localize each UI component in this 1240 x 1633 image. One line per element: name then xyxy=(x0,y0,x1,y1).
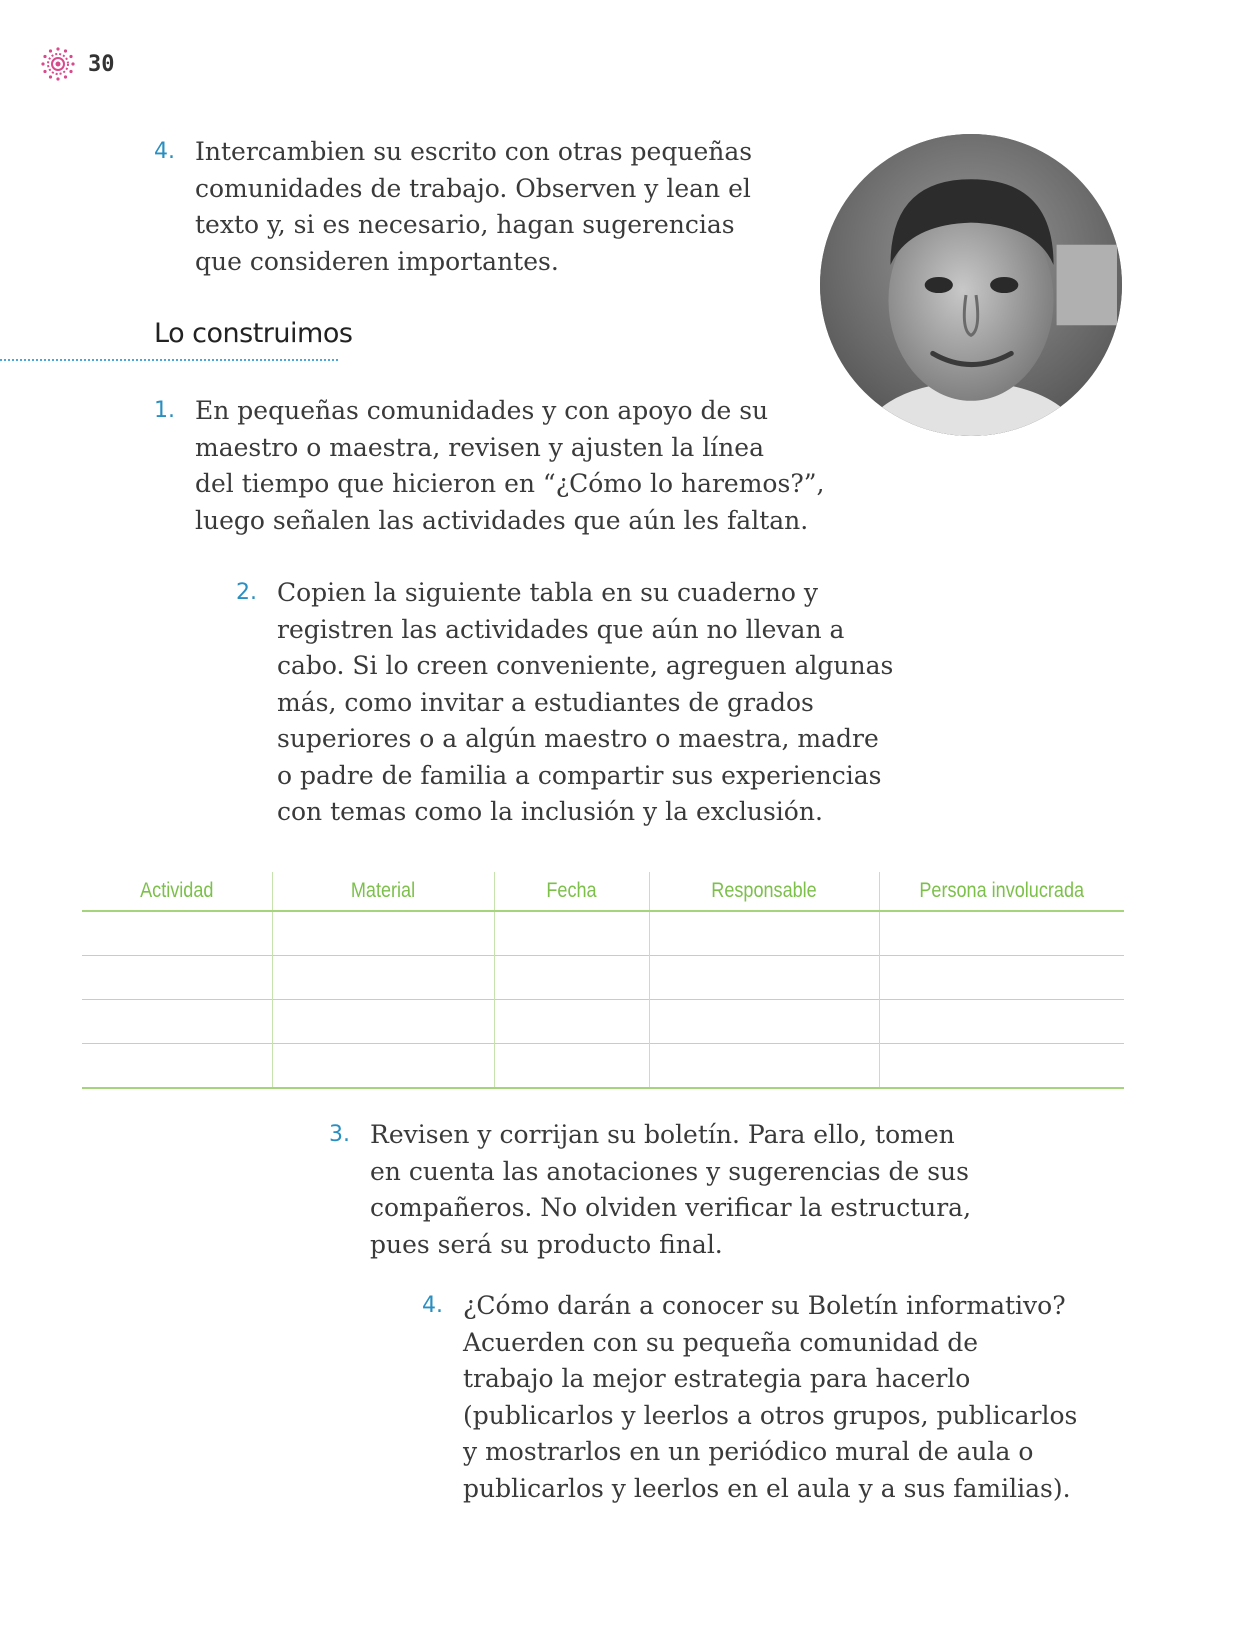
table-cell xyxy=(879,1000,1124,1044)
table-cell xyxy=(649,1044,879,1089)
column-header-responsable: Responsable xyxy=(665,872,863,911)
text-line: del tiempo que hicieron en “¿Cómo lo haremos?”, xyxy=(195,469,825,498)
section-divider xyxy=(0,359,338,361)
text-line: trabajo la mejor estrategia para hacerlo xyxy=(463,1364,971,1393)
item-number: 2. xyxy=(236,580,257,605)
table-cell xyxy=(494,911,649,956)
item-number: 4. xyxy=(154,139,175,164)
table-cell xyxy=(494,1044,649,1089)
list-item-4 xyxy=(422,1288,1077,1507)
table-cell xyxy=(82,956,272,1000)
text-line: luego señalen las actividades que aún les faltan. xyxy=(195,505,809,535)
text-line: y mostrarlos en un periódico mural de aula o xyxy=(463,1437,1034,1466)
table-cell xyxy=(82,911,272,956)
table-row xyxy=(82,1000,1124,1044)
table-cell xyxy=(879,911,1124,956)
page-header xyxy=(40,44,115,84)
table-cell xyxy=(494,1000,649,1044)
text-line: en cuenta las anotaciones y sugerencias de sus xyxy=(370,1156,969,1186)
table-cell xyxy=(649,1000,879,1044)
table-row xyxy=(82,956,1124,1000)
column-header-persona-involucrada: Persona involucrada xyxy=(896,872,1107,911)
portrait-illustration xyxy=(820,134,1122,436)
text-line: Intercambien su escrito con otras pequeñas xyxy=(195,137,753,166)
text-line: cabo. Si lo creen conveniente, agreguen algunas xyxy=(277,651,894,680)
text-line: En pequeñas comunidades y con apoyo de su xyxy=(195,396,769,425)
column-header-fecha: Fecha xyxy=(505,872,638,911)
column-header-actividad: Actividad xyxy=(140,879,214,902)
text-line: texto y, si es necesario, hagan sugerencias xyxy=(195,210,735,239)
item-number: 3. xyxy=(329,1122,350,1147)
item-number: 1. xyxy=(154,398,175,423)
text-line: que consideren importantes. xyxy=(195,246,559,276)
text-line: maestro o maestra, revisen y ajusten la línea xyxy=(195,432,764,462)
table-cell xyxy=(82,1000,272,1044)
text-line: Revisen y corrijan su boletín. Para ello, tomen xyxy=(370,1120,955,1149)
page-number: 30 xyxy=(88,51,115,77)
table-row xyxy=(82,911,1124,956)
list-item-intro xyxy=(154,134,752,280)
table-cell xyxy=(272,1000,494,1044)
text-line: comunidades de trabajo. Observen y lean el xyxy=(195,173,751,203)
table-cell xyxy=(649,911,879,956)
text-line: registren las actividades que aún no llevan a xyxy=(277,614,845,644)
table-row xyxy=(82,1044,1124,1089)
item-number: 4. xyxy=(422,1293,443,1318)
text-line: compañeros. No olviden verificar la estructura, xyxy=(370,1193,972,1222)
table-header-row xyxy=(82,872,1124,911)
text-line: Copien la siguiente tabla en su cuaderno y xyxy=(277,578,818,607)
list-item-1 xyxy=(154,393,824,539)
list-item-2 xyxy=(236,575,893,831)
table-cell xyxy=(879,956,1124,1000)
table-cell xyxy=(272,911,494,956)
sun-burst-icon xyxy=(40,46,76,82)
table-cell xyxy=(272,1044,494,1089)
text-line: (publicarlos y leerlos a otros grupos, publicarlos xyxy=(463,1400,1078,1430)
text-line: pues será su producto final. xyxy=(370,1229,723,1259)
text-line: más, como invitar a estudiantes de grados xyxy=(277,687,814,717)
text-line: o padre de familia a compartir sus experiencias xyxy=(277,760,882,790)
text-line: Acuerden con su pequeña comunidad de xyxy=(463,1327,978,1357)
table-cell xyxy=(82,1044,272,1089)
table-cell xyxy=(272,956,494,1000)
section-heading: Lo construimos xyxy=(154,318,353,349)
text-line: superiores o a algún maestro o maestra, madre xyxy=(277,724,879,753)
activity-table xyxy=(82,872,1124,1089)
text-line: ¿Cómo darán a conocer su Boletín informativo? xyxy=(463,1291,1066,1320)
table-cell xyxy=(649,956,879,1000)
text-line: publicarlos y leerlos en el aula y a sus familias). xyxy=(463,1473,1071,1503)
list-item-3 xyxy=(329,1117,971,1263)
table-cell xyxy=(879,1044,1124,1089)
text-line: con temas como la inclusión y la exclusión. xyxy=(277,797,823,826)
table-cell xyxy=(494,956,649,1000)
column-header-material: Material xyxy=(288,872,479,911)
child-portrait-photo xyxy=(820,134,1122,436)
